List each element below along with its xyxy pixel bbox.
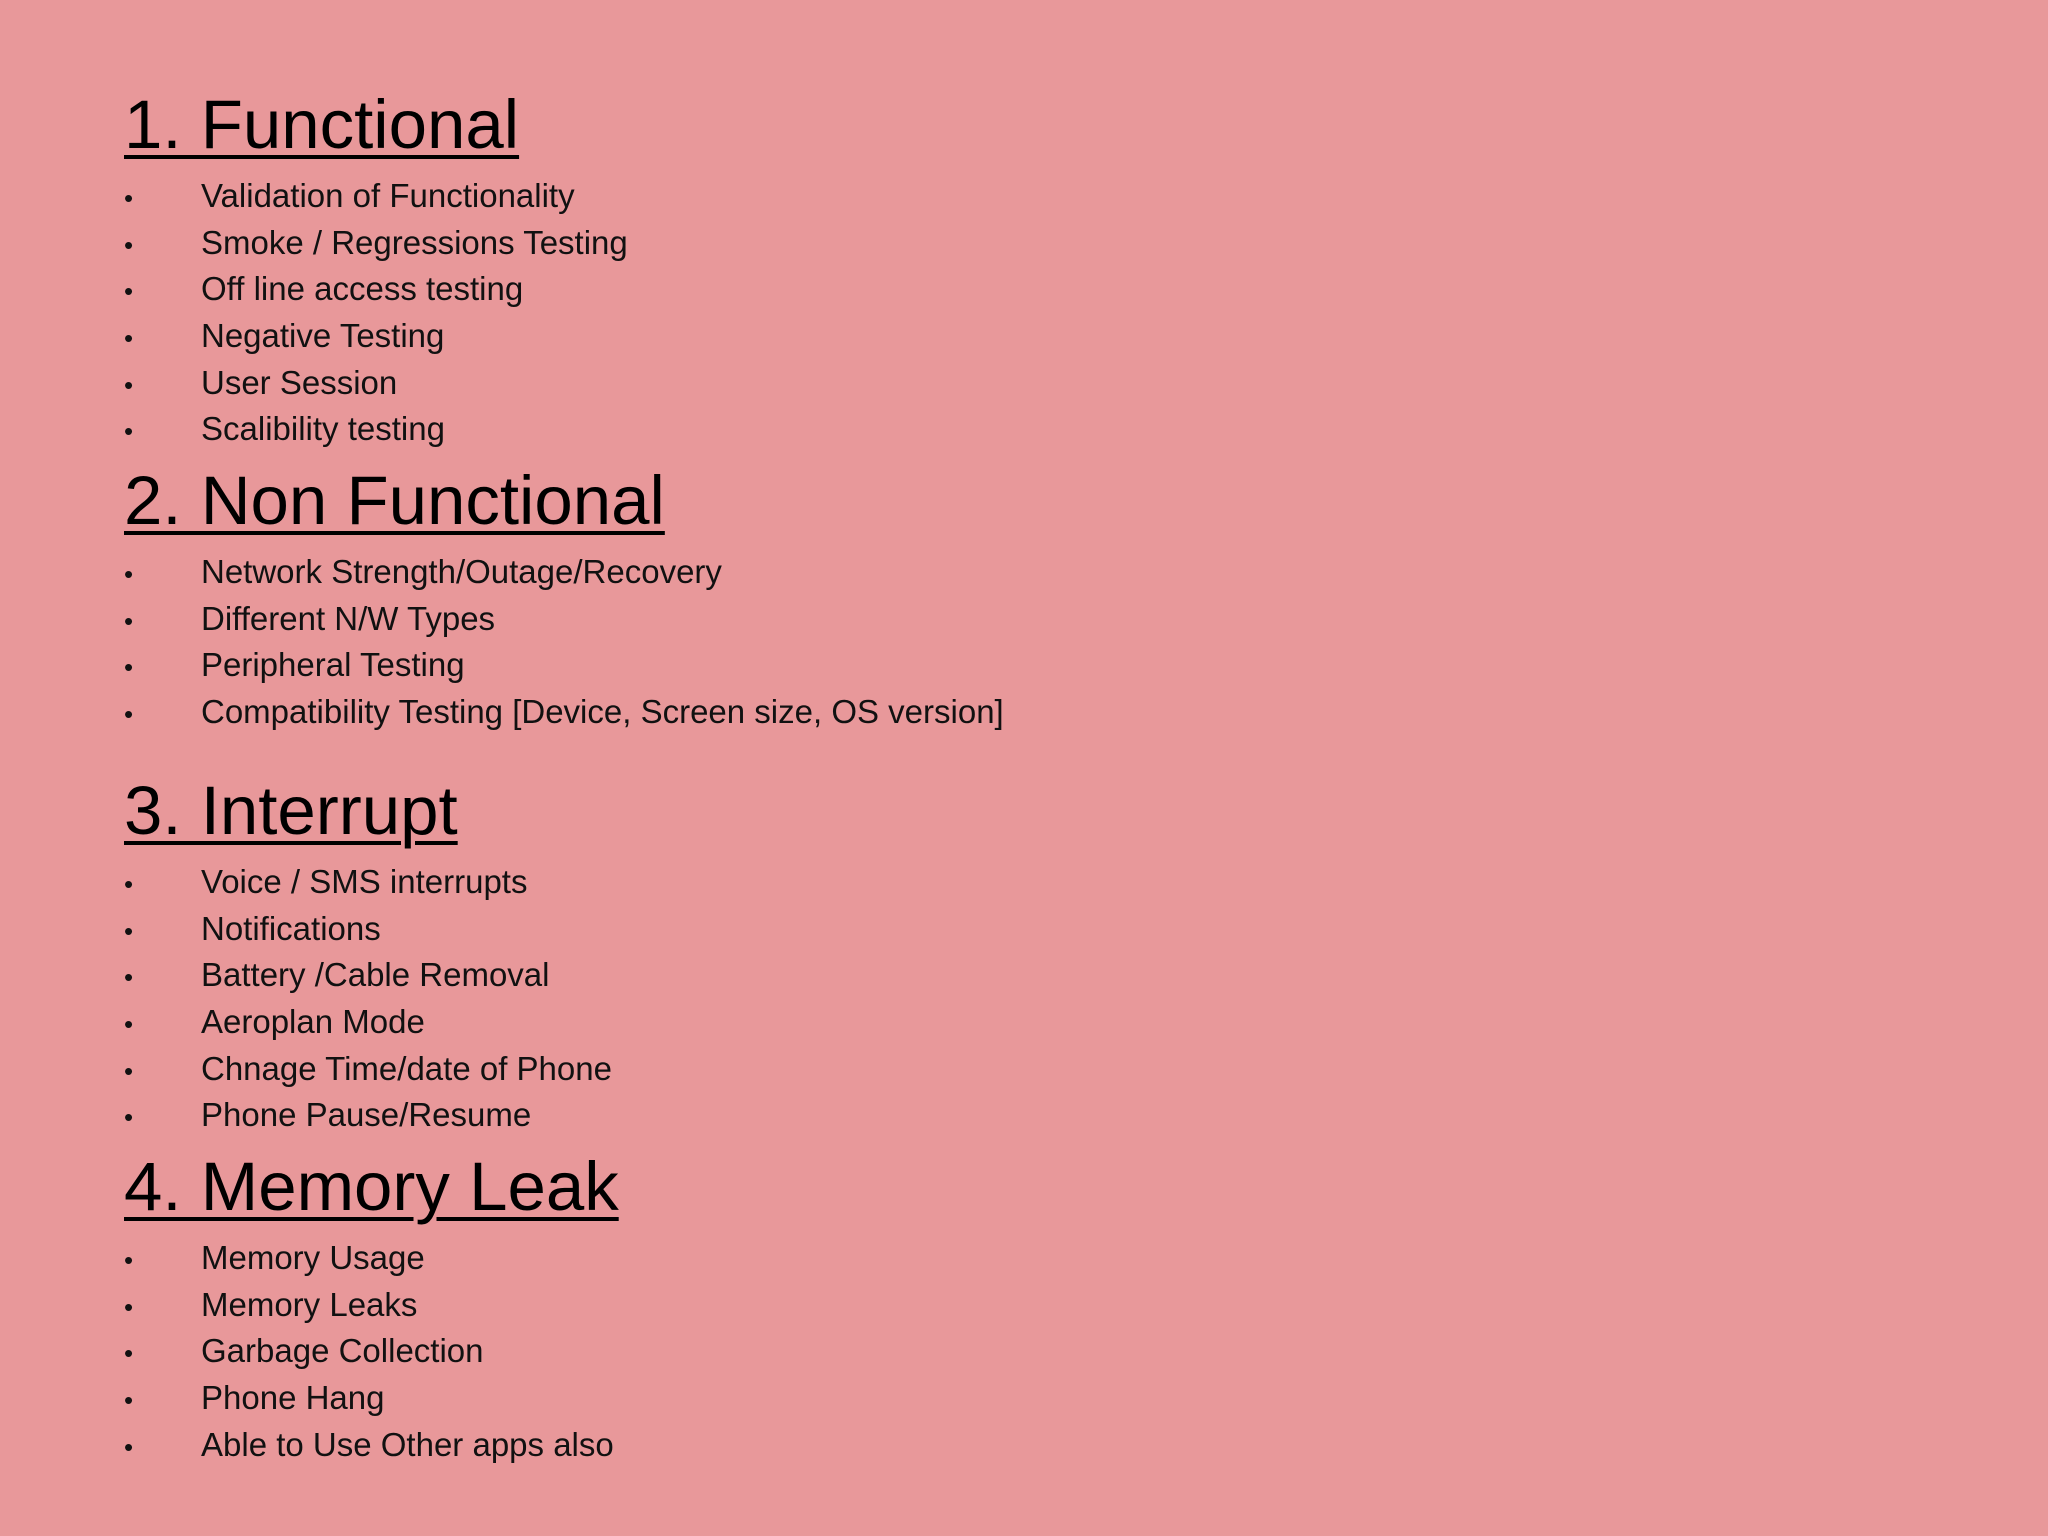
list-item-text: Negative Testing: [201, 317, 445, 355]
bullet-list: [124, 1235, 619, 1468]
list-item-text: Garbage Collection: [201, 1332, 484, 1370]
list-item-text: Different N/W Types: [201, 599, 496, 637]
section-memory-leak: [124, 1147, 619, 1468]
list-item: [124, 266, 628, 313]
bullet-icon: •: [124, 1431, 134, 1462]
list-item-text: Battery /Cable Removal: [201, 956, 550, 994]
list-item: [124, 173, 628, 220]
bullet-icon: •: [124, 1385, 134, 1416]
bullet-icon: •: [124, 1055, 134, 1086]
bullet-icon: •: [124, 652, 134, 683]
bullet-list: [124, 859, 612, 1139]
list-item: [124, 859, 612, 906]
list-item-text: Notifications: [201, 909, 381, 947]
list-item-text: User Session: [201, 363, 398, 401]
list-item: [124, 952, 612, 999]
list-item: [124, 549, 1004, 596]
bullet-icon: •: [124, 1291, 134, 1322]
list-item-text: Off line access testing: [201, 270, 524, 308]
list-item: [124, 906, 612, 953]
list-item: [124, 596, 1004, 643]
list-item-text: Scalibility testing: [201, 410, 445, 448]
list-item-text: Network Strength/Outage/Recovery: [201, 553, 722, 590]
list-item: [124, 1282, 619, 1329]
list-item-text: Compatibility Testing [Device, Screen size, OS version]: [201, 693, 1004, 731]
list-item-text: Voice / SMS interrupts: [201, 863, 528, 900]
bullet-icon: •: [124, 1102, 134, 1133]
section-heading: 4. Memory Leak: [124, 1148, 619, 1225]
list-item: [124, 1328, 619, 1375]
bullet-icon: •: [124, 1009, 134, 1040]
list-item: [124, 1235, 619, 1282]
section-heading: 2. Non Functional: [124, 462, 665, 539]
list-item: [124, 1092, 612, 1139]
bullet-icon: •: [124, 869, 134, 899]
bullet-icon: •: [124, 915, 134, 946]
section-functional: [124, 85, 628, 453]
list-item-text: Memory Usage: [201, 1239, 425, 1276]
list-item: [124, 406, 628, 453]
bullet-icon: •: [124, 605, 134, 636]
section-heading: 1. Functional: [124, 86, 520, 163]
bullet-icon: •: [124, 369, 134, 400]
bullet-icon: •: [124, 276, 134, 307]
section-heading: 3. Interrupt: [124, 772, 458, 849]
list-item-text: Chnage Time/date of Phone: [201, 1049, 612, 1087]
bullet-icon: •: [124, 1245, 134, 1275]
list-item-text: Validation of Functionality: [201, 177, 575, 214]
list-item: [124, 642, 1004, 689]
list-item: [124, 689, 1004, 736]
list-item: [124, 1422, 619, 1469]
list-item-text: Able to Use Other apps also: [201, 1425, 614, 1463]
bullet-icon: •: [124, 229, 134, 260]
list-item: [124, 1046, 612, 1093]
bullet-icon: •: [124, 559, 134, 589]
bullet-icon: •: [124, 416, 134, 447]
bullet-icon: •: [124, 699, 134, 730]
bullet-icon: •: [124, 183, 134, 213]
bullet-icon: •: [124, 1338, 134, 1369]
bullet-icon: •: [124, 962, 134, 993]
list-item-text: Smoke / Regressions Testing: [201, 223, 628, 261]
list-item: [124, 313, 628, 360]
list-item-text: Phone Hang: [201, 1379, 385, 1417]
bullet-list: [124, 549, 1004, 736]
list-item-text: Aeroplan Mode: [201, 1003, 425, 1041]
list-item-text: Peripheral Testing: [201, 646, 465, 684]
list-item: [124, 220, 628, 267]
section-interrupt: [124, 771, 612, 1139]
list-item: [124, 1375, 619, 1422]
list-item-text: Phone Pause/Resume: [201, 1096, 532, 1134]
list-item: [124, 360, 628, 407]
section-non-functional: [124, 461, 1004, 736]
bullet-icon: •: [124, 323, 134, 354]
list-item: [124, 999, 612, 1046]
list-item-text: Memory Leaks: [201, 1285, 418, 1323]
bullet-list: [124, 173, 628, 453]
